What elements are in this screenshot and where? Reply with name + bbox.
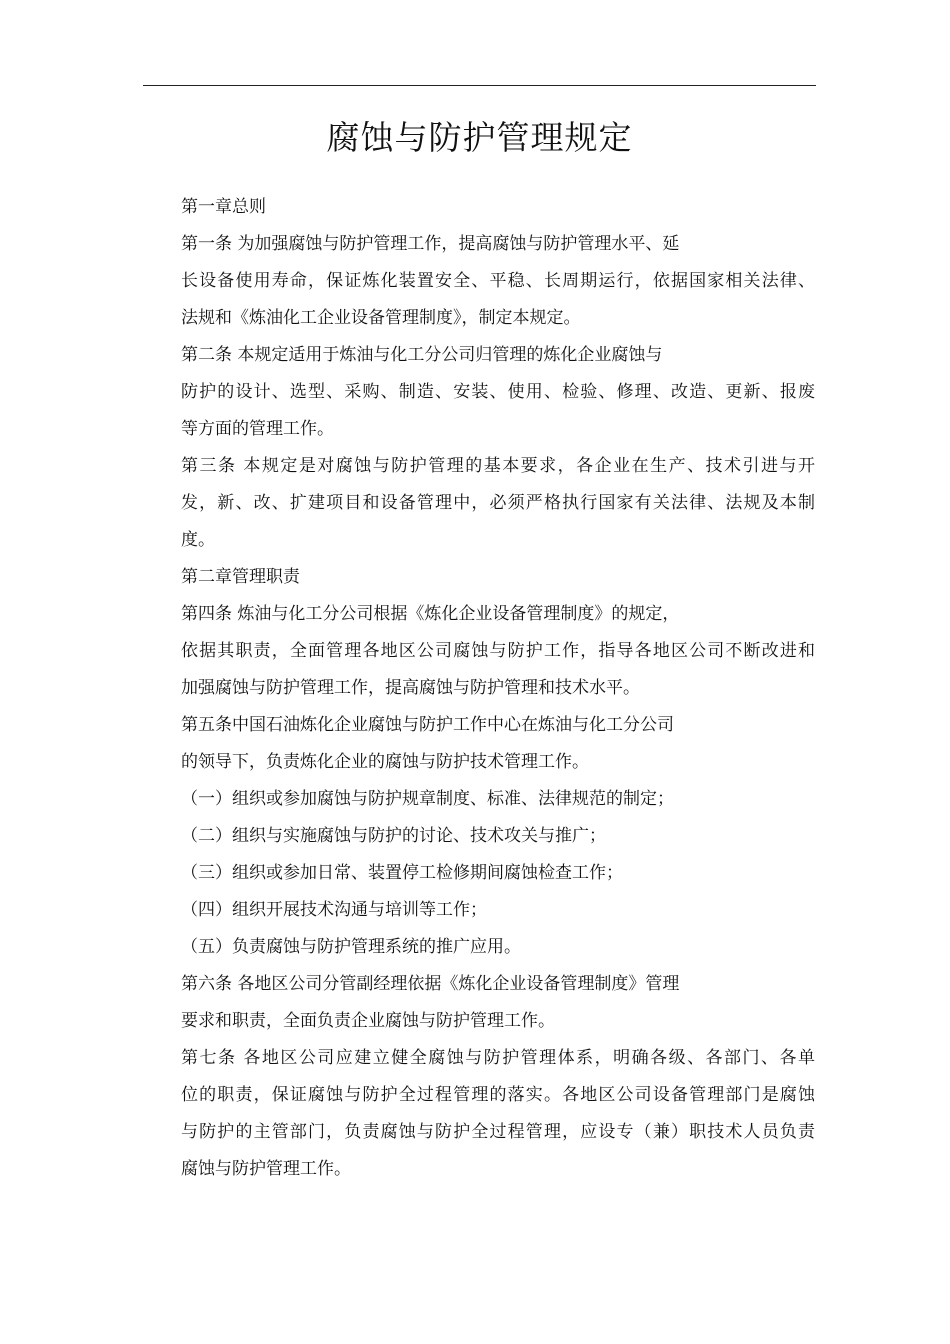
body-line: 的领导下，负责炼化企业的腐蚀与防护技术管理工作。 — [181, 752, 589, 772]
body-line: 依据其职责，全面管理各地区公司腐蚀与防护工作，指导各地区公司不断改进和 — [181, 641, 815, 661]
body-line: 与防护的主管部门，负责腐蚀与防护全过程管理，应设专（兼）职技术人员负责 — [181, 1122, 815, 1142]
body-line: 防护的设计、选型、采购、制造、安装、使用、检验、修理、改造、更新、报废 — [181, 382, 815, 402]
body-line: 第三条 本规定是对腐蚀与防护管理的基本要求，各企业在生产、技术引进与开 — [181, 456, 815, 476]
body-line: 长设备使用寿命，保证炼化装置安全、平稳、长周期运行，依据国家相关法律、 — [181, 271, 815, 291]
body-line: 要求和职责，全面负责企业腐蚀与防护管理工作。 — [181, 1011, 555, 1031]
body-line: 腐蚀与防护管理工作。 — [181, 1159, 351, 1179]
document-body — [181, 189, 821, 1188]
list-item: （五）负责腐蚀与防护管理系统的推广应用。 — [181, 937, 521, 957]
body-line: 等方面的管理工作。 — [181, 419, 334, 439]
list-item: （四）组织开展技术沟通与培训等工作； — [181, 900, 487, 920]
document-title: 腐蚀与防护管理规定 — [326, 118, 633, 157]
body-line: 第六条 各地区公司分管副经理依据《炼化企业设备管理制度》管理 — [181, 974, 680, 994]
body-line: 加强腐蚀与防护管理工作，提高腐蚀与防护管理和技术水平。 — [181, 678, 640, 698]
body-line: 法规和《炼油化工企业设备管理制度》，制定本规定。 — [181, 308, 581, 328]
body-line: 第一条 为加强腐蚀与防护管理工作，提高腐蚀与防护管理水平、延 — [181, 234, 680, 254]
body-line: 第四条 炼油与化工分公司根据《炼化企业设备管理制度》的规定， — [181, 604, 680, 624]
header-rule — [143, 85, 816, 86]
body-line: 第二条 本规定适用于炼油与化工分公司归管理的炼化企业腐蚀与 — [181, 345, 663, 365]
chapter-heading: 第二章管理职责 — [181, 567, 300, 587]
list-item: （二）组织与实施腐蚀与防护的讨论、技术攻关与推广； — [181, 826, 606, 846]
list-item: （三）组织或参加日常、装置停工检修期间腐蚀检查工作； — [181, 863, 623, 883]
body-line: 位的职责，保证腐蚀与防护全过程管理的落实。各地区公司设备管理部门是腐蚀 — [181, 1085, 815, 1105]
body-line: 第五条中国石油炼化企业腐蚀与防护工作中心在炼油与化工分公司 — [181, 715, 674, 735]
chapter-heading: 第一章总则 — [181, 197, 266, 217]
body-line: 发，新、改、扩建项目和设备管理中，必须严格执行国家有关法律、法规及本制 — [181, 493, 815, 513]
body-line: 第七条 各地区公司应建立健全腐蚀与防护管理体系，明确各级、各部门、各单 — [181, 1048, 815, 1068]
list-item: （一）组织或参加腐蚀与防护规章制度、标准、法律规范的制定； — [181, 789, 674, 809]
body-line: 度。 — [181, 530, 215, 550]
